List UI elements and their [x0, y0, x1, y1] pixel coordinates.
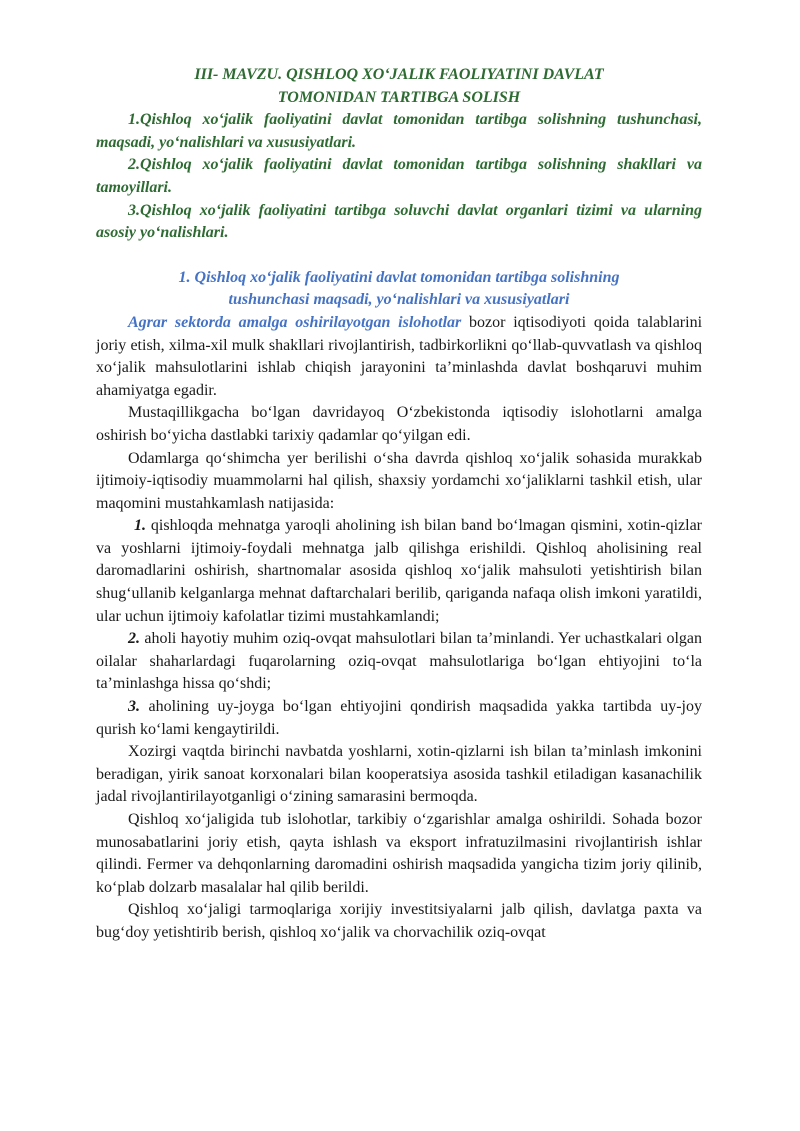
- topic-title-line2: TOMONIDAN TARTIBGA SOLISH: [277, 88, 521, 106]
- paragraph-2: Mustaqillikgacha bo‘lgan davridayoq O‘zbekistonda iqtisodiy islohotlarni amalga oshirish bo‘yicha dastlabki tarixiy qadamlar qo‘yilgan edi.: [96, 404, 702, 444]
- list-item-3: [96, 696, 702, 741]
- section-heading: [96, 267, 702, 312]
- spacer: [96, 245, 702, 267]
- section-heading-line1: 1. Qishloq xo‘jalik faoliyatini davlat tomonidan tartibga solishning: [178, 268, 620, 286]
- list-item-2-text: aholi hayotiy muhim oziq-ovqat mahsulotlari bilan ta’minlandi. Yer uchastkalari olgan oilalar shaharlardagi fuqarolarning oziq-ovqat mahsulotlariga bo‘lgan ehtiyojini to‘la ta’minlashga hissa qo‘shdi;: [96, 630, 702, 693]
- plan-item-3: 3.Qishloq xo‘jalik faoliyatini tartibga soluvchi davlat organlari tizimi va ularning asosiy yo‘nalishlari.: [96, 201, 702, 242]
- paragraph-4: Xozirgi vaqtda birinchi navbatda yoshlarni, xotin-qizlarni ish bilan ta’minlash imkonini beradigan, yirik sanoat korxonalari bilan kooperatsiya asosida tashkil etiladigan kasanachilik jadal rivojlantirilayotganligi o‘zining samarasini bermoqda.: [96, 743, 702, 806]
- section-heading-line2: tushunchasi maqsadi, yo‘nalishlari va xususiyatlari: [228, 291, 570, 309]
- list-item-2: [96, 628, 702, 696]
- topic-title: [96, 64, 702, 109]
- plan-item-1: 1.Qishloq xo‘jalik faoliyatini davlat tomonidan tartibga solishning tushunchasi, maqsadi, yo‘nalishlari va xususiyatlari.: [96, 111, 702, 151]
- document-page: [96, 64, 702, 945]
- list-item-2-number: 2.: [128, 630, 140, 648]
- paragraph-1-lead: Agrar sektorda amalga oshirilayotgan islohotlar: [128, 313, 462, 331]
- paragraph-1: [96, 312, 702, 402]
- paragraph-5: Qishloq xo‘jaligida tub islohotlar, tarkibiy o‘zgarishlar amalga oshirildi. Sohada bozor munosabatlarini joriy etish, qayta ishlash va eksport infratuzilmasini rivojlantirish ishlar qilindi. Fermer va dehqonlarning daromadini oshirish maqsadida yangicha tizim joriy qilinib, ko‘plab dolzarb masalalar hal qilib berildi.: [96, 811, 702, 896]
- paragraph-1-rest: bozor iqtisodiyoti qoida talablarini joriy etish, xilma-xil mulk shakllari rivojlantirish, tadbirkorlikni qo‘llab-quvvatlash va qishloq xo‘jalik mahsulotlarini ishlab chiqish jarayonini ta’minlashda davlat boshqaruvi muhim ahamiyatga egadir.: [96, 313, 703, 399]
- topic-title-line1: III- MAVZU. QISHLOQ XO‘JALIK FAOLIYATINI DAVLAT: [194, 66, 604, 83]
- list-item-1-text: qishloqda mehnatga yaroqli aholining ish bilan band bo‘lmagan qismini, xotin-qizlar va yoshlarni ijtimoiy-foydali mehnatga jalb qilishga erishildi. Qishloq aholisining real daromadlarini oshirish, shartnomalar asosida qishloq xo‘jalik mahsuloti yetishtirish bilan shug‘ullanib kelganlarga mehnat daftarchalari berilib, qariganda nafaqa olish imkoni yaratildi, ular uchun ijtimoiy kafolatlar tizimi mustahkamlandi;: [96, 517, 702, 625]
- list-item-1-number: 1.: [134, 517, 146, 535]
- list-item-1: [96, 515, 702, 628]
- paragraph-3: Odamlarga qo‘shimcha yer berilishi o‘sha davrda qishloq xo‘jalik sohasida murakkab ijtimoiy-iqtisodiy muammolarni hal qilish, shaxsiy yordamchi xo‘jaliklarni tashkil etish, ular maqomini mustahkamlash natijasida:: [96, 449, 702, 512]
- plan-item-2: 2.Qishloq xo‘jalik faoliyatini davlat tomonidan tartibga solishning shakllari va tamoyillari.: [96, 156, 702, 196]
- list-item-3-text: aholining uy-joyga bo‘lgan ehtiyojini qondirish maqsadida yakka tartibda uy-joy qurish ko‘lami kengaytirildi.: [96, 698, 702, 738]
- paragraph-6: Qishloq xo‘jaligi tarmoqlariga xorijiy investitsiyalarni jalb qilish, davlatga paxta va bug‘doy yetishtirib berish, qishloq xo‘jalik va chorvachilik oziq-ovqat: [96, 901, 702, 941]
- list-item-3-number: 3.: [128, 698, 140, 716]
